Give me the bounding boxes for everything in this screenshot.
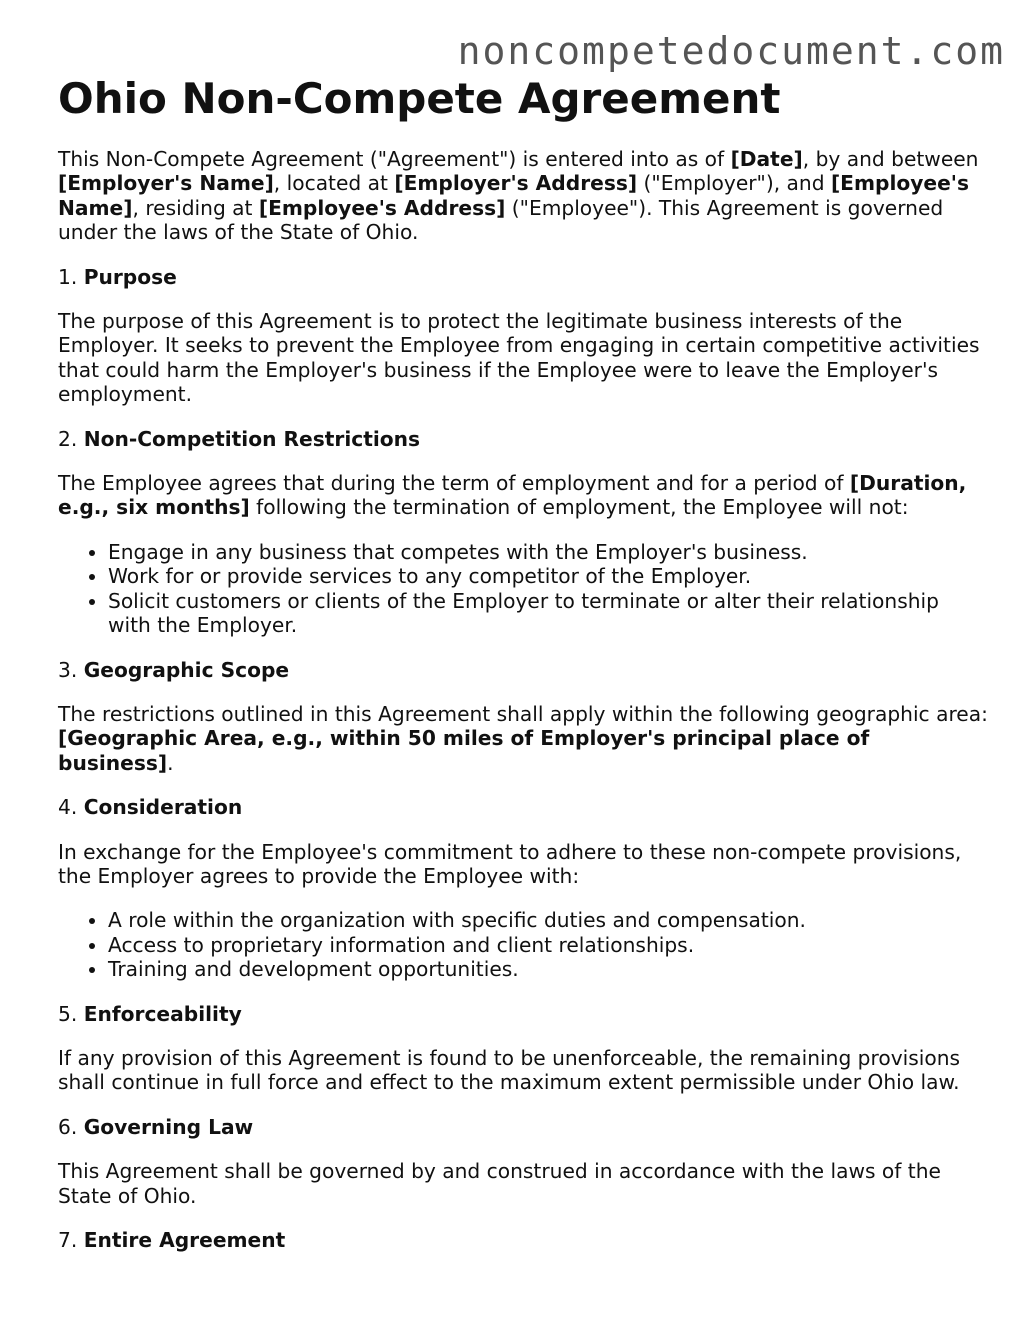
list-item: • Training and development opportunities. (108, 957, 988, 981)
section-heading-governing: 6. Governing Law (58, 1114, 254, 1139)
section-heading-consideration: 4. Consideration (58, 795, 243, 820)
intro-paragraph: This Non-Compete Agreement ("Agreement") is entered into as of [Date], by and between [Employer's Name], located at [Employer's Address] ("Employer"), and [Employee's Name], residing at [Employee's Address] ("Employee"). This Agreement is governed under the laws of the State of Ohio. (58, 147, 979, 245)
employer-name-placeholder: [Employer's Name] (58, 171, 274, 196)
section-heading-geographic: 3. Geographic Scope (58, 657, 290, 682)
section-heading-purpose: 1. Purpose (58, 264, 177, 289)
consideration-list (58, 908, 988, 981)
section-body-geographic: The restrictions outlined in this Agreement shall apply within the following geographic area: [Geographic Area, e.g., within 50 miles of Employer's principal place of business]. (58, 701, 988, 775)
list-item: • Engage in any business that competes with the Employer's business. (108, 540, 988, 564)
section-heading-restrictions: 2. Non-Competition Restrictions (58, 426, 421, 451)
document-title: Ohio Non-Compete Agreement (58, 74, 781, 123)
list-item: • Solicit customers or clients of the Employer to terminate or alter their relationship with the Employer. (108, 589, 988, 638)
employee-address-placeholder: [Employee's Address] (258, 195, 506, 220)
employee-name-placeholder: [Employee's Name] (58, 171, 969, 220)
section-body-restrictions: The Employee agrees that during the term of employment and for a period of [Duration, e.g., six months] following the termination of employment, the Employee will not: (58, 471, 967, 520)
document-page (58, 76, 988, 1252)
section-body-purpose: The purpose of this Agreement is to protect the legitimate business interests of the Employer. It seeks to prevent the Employee from engaging in certain competitive activities that could harm the Employer's business if the Employee were to leave the Employer's employment. (58, 309, 980, 407)
site-watermark: noncompetedocument.com (457, 29, 1005, 73)
restrictions-list (58, 540, 988, 638)
list-item: • Access to proprietary information and client relationships. (108, 933, 988, 957)
section-body-enforceability: If any provision of this Agreement is found to be unenforceable, the remaining provisions shall continue in full force and effect to the maximum extent permissible under Ohio law. (58, 1045, 961, 1095)
list-item: • Work for or provide services to any competitor of the Employer. (108, 564, 988, 588)
list-item: • A role within the organization with specific duties and compensation. (108, 908, 988, 932)
section-body-governing: This Agreement shall be governed by and construed in accordance with the laws of the State of Ohio. (58, 1159, 941, 1208)
section-heading-entire: 7. Entire Agreement (58, 1228, 286, 1252)
employer-address-placeholder: [Employer's Address] (394, 171, 638, 196)
section-heading-enforceability: 5. Enforceability (58, 1001, 242, 1026)
duration-placeholder: [Duration, e.g., six months] (58, 471, 967, 520)
date-placeholder: [Date] (730, 147, 803, 171)
section-body-consideration: In exchange for the Employee's commitment to adhere to these non-compete provisions, the Employer agrees to provide the Employee with: (58, 839, 962, 888)
geographic-area-placeholder: [Geographic Area, e.g., within 50 miles of Employer's principal place of business] (58, 726, 870, 775)
